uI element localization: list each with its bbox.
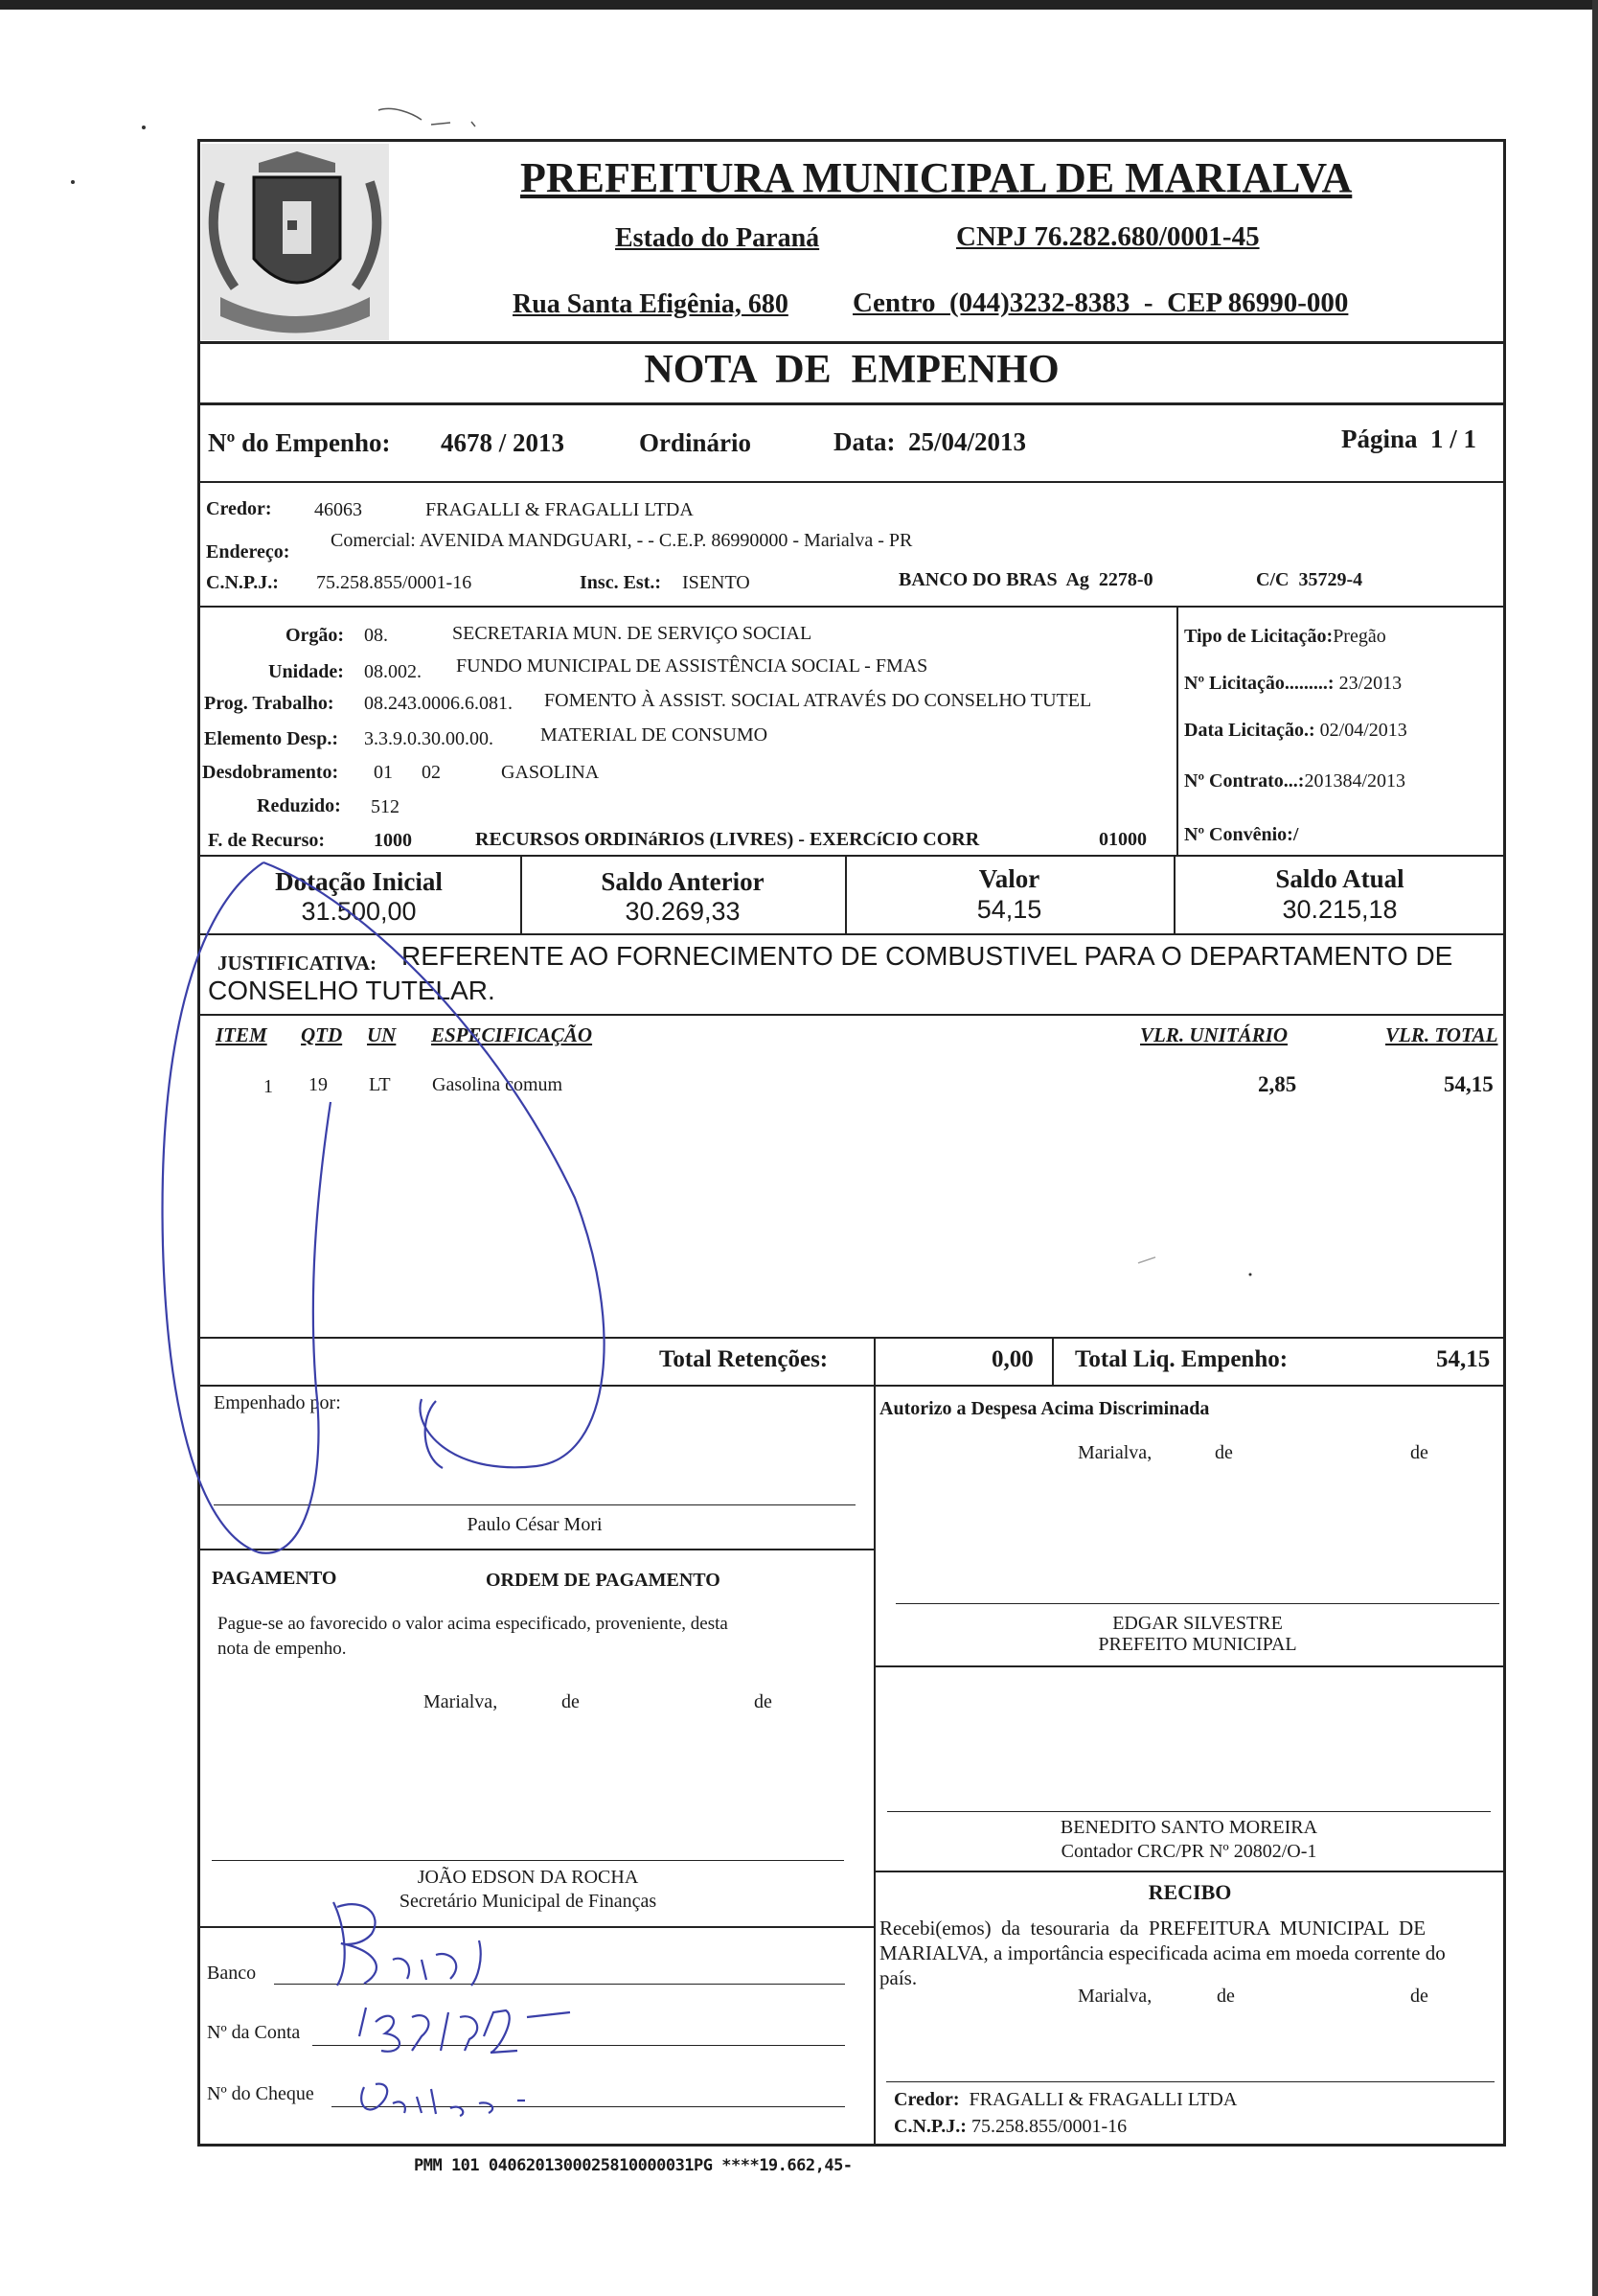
pagamento-label: PAGAMENTO	[212, 1568, 337, 1589]
recibo-cnpj-value: 75.258.855/0001-16	[970, 2116, 1128, 2137]
banco-label: Banco	[207, 1963, 257, 1984]
prog-label: Prog. Trabalho:	[204, 693, 334, 714]
scan-right-edge	[1592, 0, 1598, 2296]
insc-label: Insc. Est.:	[580, 572, 662, 593]
recibo-place: Marialva,	[1078, 1986, 1153, 2007]
contrato	[1184, 770, 1405, 792]
elemento-label: Elemento Desp.:	[204, 728, 338, 749]
desdobramento-code: 01 02	[374, 762, 441, 783]
insc-value: ISENTO	[682, 572, 750, 593]
recibo-text2: MARIALVA, a importância especificada acima em moeda corrente do	[879, 1941, 1446, 1964]
tipo-licitacao-label: Tipo de Licitação:	[1184, 626, 1334, 647]
recurso-code: 1000	[374, 830, 412, 851]
cheque-label: Nº do Cheque	[207, 2083, 314, 2104]
unidade-label: Unidade:	[268, 661, 344, 682]
contrato-label: Nº Contrato...:	[1184, 770, 1305, 792]
secretario-name: JOÃO EDSON DA ROCHA	[417, 1867, 639, 1888]
col-header-item: ITEM	[216, 1023, 267, 1046]
tipo-licitacao	[1184, 626, 1386, 648]
col-header-un: UN	[367, 1023, 397, 1046]
page-number: Página 1 / 1	[1341, 425, 1477, 453]
recibo-text1: Recebi(emos) da tesouraria da PREFEITURA MUNICIPAL DE	[879, 1917, 1427, 1940]
scan-top-edge	[0, 0, 1598, 10]
num-licitacao	[1184, 673, 1402, 695]
autorizo-place: Marialva,	[1078, 1442, 1153, 1463]
cc-info: C/C 35729-4	[1256, 569, 1363, 590]
col-header-unit-price: VLR. UNITÁRIO	[1140, 1023, 1289, 1046]
liquido-value: 54,15	[1436, 1346, 1491, 1372]
pagamento-de2: de	[754, 1691, 772, 1712]
dotacao-inicial-value: 31.500,00	[301, 897, 417, 926]
recibo-credor-name: FRAGALLI & FRAGALLI LTDA	[969, 2089, 1238, 2110]
ordem-pagamento-label: ORDEM DE PAGAMENTO	[486, 1570, 720, 1591]
num-licitacao-label: Nº Licitação.........:	[1184, 673, 1335, 694]
recibo-text3: país.	[879, 1966, 918, 1989]
saldo-anterior-value: 30.269,33	[625, 897, 741, 926]
saldo-atual-value: 30.215,18	[1282, 895, 1398, 924]
data-licitacao-value: 02/04/2013	[1319, 720, 1407, 741]
recibo-de1: de	[1217, 1986, 1235, 2007]
doc-type-title: NOTA DE EMPENHO	[644, 348, 1060, 392]
cnpj-label: CNPJ 76.282.680/0001-45	[956, 221, 1260, 252]
credor-label: Credor:	[206, 498, 272, 519]
pagamento-place: Marialva,	[423, 1691, 498, 1712]
saldo-anterior-label: Saldo Anterior	[601, 867, 765, 896]
date-label: Data:	[833, 427, 896, 456]
unidade-name: FUNDO MUNICIPAL DE ASSISTÊNCIA SOCIAL - FMAS	[456, 655, 928, 677]
row-un: LT	[369, 1074, 391, 1095]
recibo-cnpj-label: C.N.P.J.:	[894, 2116, 967, 2137]
credor-cnpj-label: C.N.P.J.:	[206, 572, 279, 593]
autorizo-label: Autorizo a Despesa Acima Discriminada	[879, 1398, 1210, 1419]
reduzido-value: 512	[371, 796, 400, 817]
row-total: 54,15	[1444, 1072, 1494, 1096]
pagamento-de1: de	[561, 1691, 580, 1712]
orgao-name: SECRETARIA MUN. DE SERVIÇO SOCIAL	[452, 623, 812, 644]
desdobramento-label: Desdobramento:	[202, 762, 339, 783]
empenhado-label: Empenhado por:	[214, 1392, 341, 1413]
reduzido-label: Reduzido:	[257, 795, 341, 816]
coat-of-arms-logo	[201, 144, 389, 340]
justificativa-label: JUSTIFICATIVA:	[217, 952, 377, 975]
recibo-cnpj-row	[894, 2116, 1127, 2138]
recibo-de2: de	[1410, 1986, 1428, 2007]
data-licitacao	[1184, 720, 1407, 742]
row-item: 1	[263, 1076, 273, 1097]
state-label: Estado do Paraná	[615, 223, 820, 253]
row-unit-price: 2,85	[1258, 1072, 1297, 1096]
contrato-value: 201384/2013	[1304, 770, 1406, 792]
bank-info: BANCO DO BRAS Ag 2278-0	[899, 569, 1153, 590]
recurso-name: RECURSOS ORDINáRIOS (LIVRES) - EXERCíCIO CORR	[475, 829, 980, 850]
recibo-title: RECIBO	[1148, 1880, 1232, 1904]
col-header-qtd: QTD	[301, 1023, 343, 1046]
recurso-number: 01000	[1099, 829, 1147, 850]
empenhado-name: Paulo César Mori	[467, 1514, 603, 1535]
page-title: PREFEITURA MUNICIPAL DE MARIALVA	[520, 154, 1353, 201]
pagamento-text1: Pague-se ao favorecido o valor acima especificado, proveniente, desta	[217, 1614, 728, 1634]
row-spec: Gasolina comum	[432, 1074, 563, 1095]
row-qtd: 19	[308, 1074, 328, 1095]
liquido-label: Total Liq. Empenho:	[1075, 1346, 1289, 1372]
empenho-number: 4678 / 2013	[441, 428, 565, 457]
retencoes-value: 0,00	[992, 1346, 1034, 1372]
conta-label: Nº da Conta	[207, 2022, 301, 2043]
district-phone-cep: Centro (044)3232-8383 - CEP 86990-000	[853, 287, 1349, 318]
credor-address: Comercial: AVENIDA MANDGUARI, - - C.E.P. 86990000 - Marialva - PR	[331, 530, 913, 551]
orgao-code: 08.	[364, 625, 388, 646]
autorizo-de2: de	[1410, 1442, 1428, 1463]
saldo-atual-label: Saldo Atual	[1275, 864, 1404, 893]
autorizo-de1: de	[1215, 1442, 1233, 1463]
data-licitacao-label: Data Licitação.:	[1184, 720, 1315, 741]
elemento-code: 3.3.9.0.30.00.00.	[364, 728, 493, 749]
valor-value: 54,15	[976, 895, 1042, 924]
desdobramento-name: GASOLINA	[501, 762, 600, 783]
dotacao-inicial-label: Dotação Inicial	[275, 867, 443, 896]
empenho-label: Nº do Empenho:	[208, 428, 391, 457]
secretario-role: Secretário Municipal de Finanças	[399, 1891, 657, 1912]
convenio-label: Nº Convênio:/	[1184, 824, 1299, 845]
col-header-spec: ESPECIFICAÇÃO	[431, 1023, 593, 1046]
recibo-credor-label: Credor:	[894, 2089, 960, 2110]
contador-name: BENEDITO SANTO MOREIRA	[1060, 1817, 1318, 1838]
prog-code: 08.243.0006.6.081.	[364, 693, 513, 714]
tipo-licitacao-value: Pregão	[1333, 626, 1386, 647]
unidade-code: 08.002.	[364, 661, 422, 682]
empenho-date: 25/04/2013	[908, 427, 1027, 456]
col-header-total: VLR. TOTAL	[1385, 1023, 1498, 1046]
contador-role: Contador CRC/PR Nº 20802/O-1	[1061, 1841, 1317, 1862]
retencoes-label: Total Retenções:	[659, 1346, 829, 1372]
recibo-credor-row	[894, 2089, 1237, 2111]
prefeito-name: EDGAR SILVESTRE	[1112, 1613, 1283, 1634]
address-label: Rua Santa Efigênia, 680	[513, 289, 788, 319]
orgao-label: Orgão:	[285, 625, 345, 646]
valor-label: Valor	[978, 864, 1040, 893]
credor-code: 46063	[314, 499, 362, 520]
num-licitacao-value: 23/2013	[1338, 673, 1403, 694]
recurso-label: F. de Recurso:	[208, 830, 326, 851]
credor-cnpj: 75.258.855/0001-16	[316, 572, 472, 593]
prog-name: FOMENTO À ASSIST. SOCIAL ATRAVÉS DO CONSELHO TUTEL	[544, 690, 1092, 711]
credor-name: FRAGALLI & FRAGALLI LTDA	[425, 499, 694, 520]
elemento-name: MATERIAL DE CONSUMO	[540, 724, 768, 746]
pagamento-text2: nota de empenho.	[217, 1639, 347, 1659]
footer-stamp: PMM 101 0406201300025810000031PG ****19.662,45-	[414, 2156, 853, 2175]
justificativa-line1: REFERENTE AO FORNECIMENTO DE COMBUSTIVEL PARA O DEPARTAMENTO DE	[401, 941, 1453, 971]
address-field-label: Endereço:	[206, 541, 290, 563]
justificativa-line2: CONSELHO TUTELAR.	[208, 976, 495, 1005]
empenho-type: Ordinário	[639, 428, 752, 457]
prefeito-role: PREFEITO MUNICIPAL	[1098, 1634, 1297, 1655]
